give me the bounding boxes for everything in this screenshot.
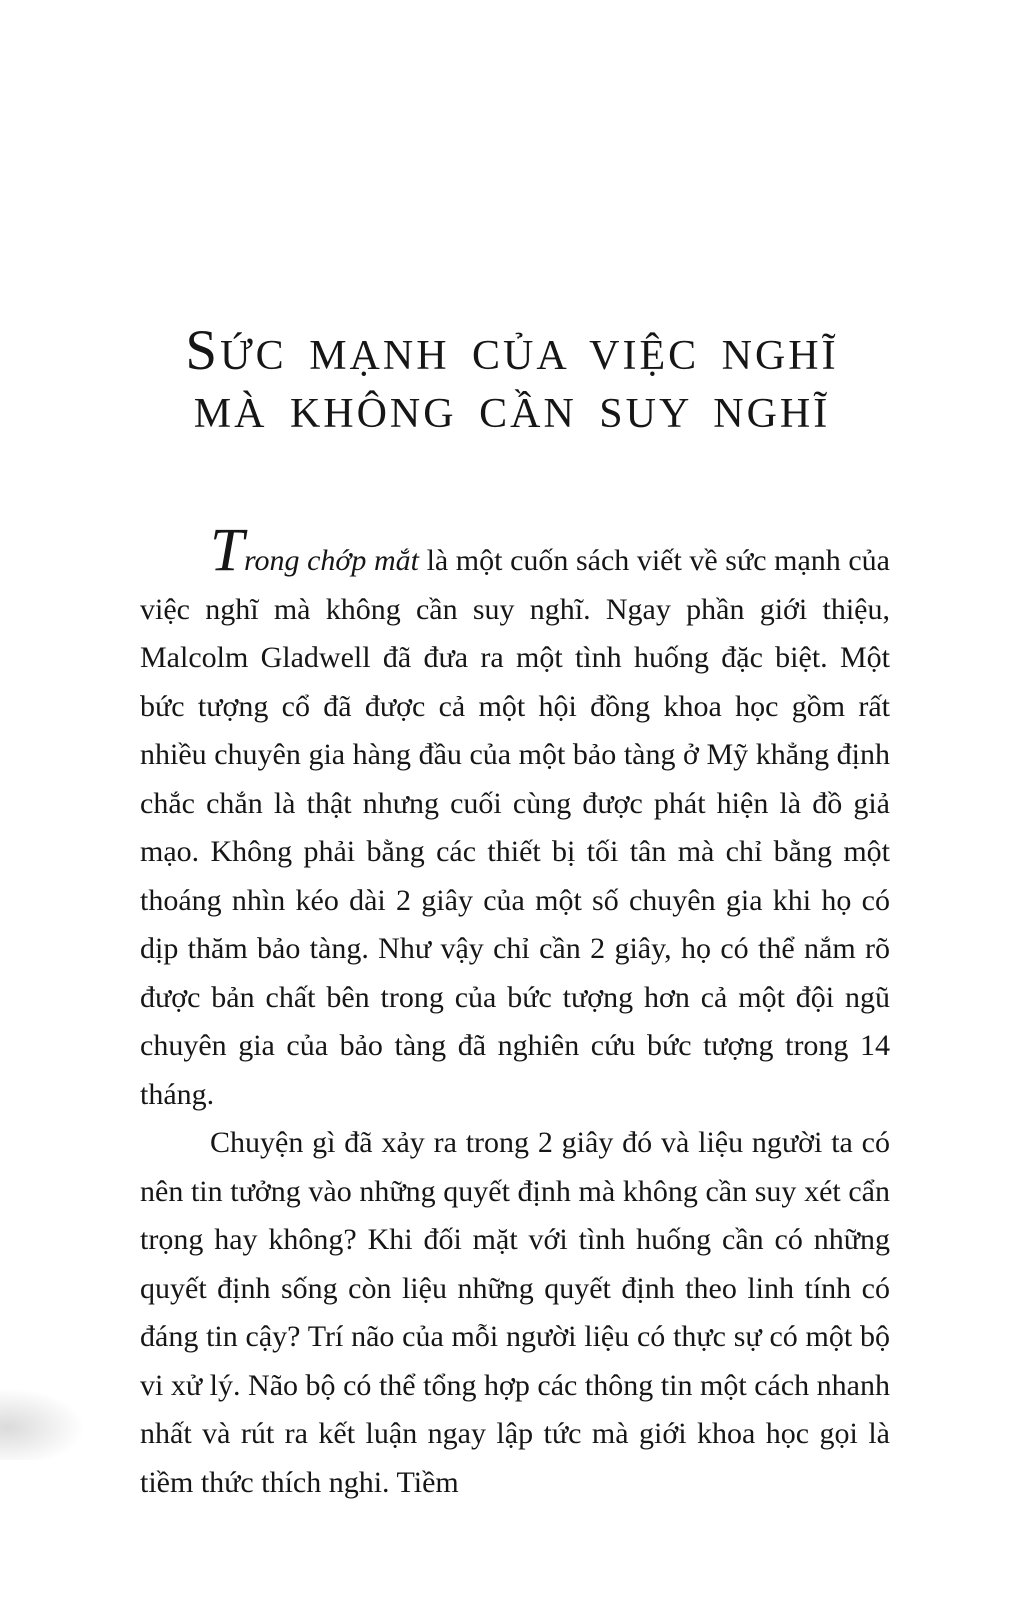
chapter-title (137, 319, 887, 443)
paragraph-1-text: là một cuốn sách viết về sức mạnh của việc nghĩ mà không cần suy nghĩ. Ngay phần giới thiệu, Malcolm Gladwell đã đưa ra một tình huống đặc biệt. Một bức tượng cổ đã được cả một hội đồng khoa học gồm rất nhiều chuyên gia hàng đầu của một bảo tàng ở Mỹ khẳng định chắc chắn là thật nhưng cuối cùng được phát hiện là đồ giả mạo. Không phải bằng các thiết bị tối tân mà chỉ bằng một thoáng nhìn kéo dài 2 giây của một số chuyên gia khi họ có dịp thăm bảo tàng. Như vậy chỉ cần 2 giây, họ có thể nắm rõ được bản chất bên trong của bức tượng hơn cả một đội ngũ chuyên gia của bảo tàng đã nghiên cứu bức tượng trong 14 tháng. (140, 544, 891, 1111)
chapter-title-line-2 (137, 385, 887, 443)
chapter-title-line-1 (137, 319, 887, 385)
chapter-title-line-2-text: MÀ KHÔNG CẦN SUY NGHĨ (193, 391, 831, 437)
chapter-title-initial: S (185, 319, 221, 382)
paragraph-2-text: Chuyện gì đã xảy ra trong 2 giây đó và liệu người ta có nên tin tưởng vào những quyết định mà không cần suy xét cẩn trọng hay không? Khi đối mặt với tình huống cần có những quyết định sống còn liệu những quyết định theo linh tính có đáng tin cậy? Trí não của mỗi người liệu có thực sự có một bộ vi xử lý. Não bộ có thể tổng hợp các thông tin một cách nhanh nhất và rút ra kết luận ngay lập tức mà giới khoa học gọi là tiềm thức thích nghi. Tiềm (140, 1126, 890, 1499)
paragraph-2 (140, 1119, 890, 1507)
scan-smudge-artifact (0, 1388, 85, 1460)
paragraph-1-book-title-italic: rong chớp mắt (243, 544, 419, 577)
chapter-title-line-1-text: ỨC MẠNH CỦA VIỆC NGHĨ (220, 333, 839, 379)
paragraph-1-raised-initial: T (210, 517, 244, 584)
paragraph-1 (140, 517, 891, 1119)
body-text (140, 517, 891, 1507)
